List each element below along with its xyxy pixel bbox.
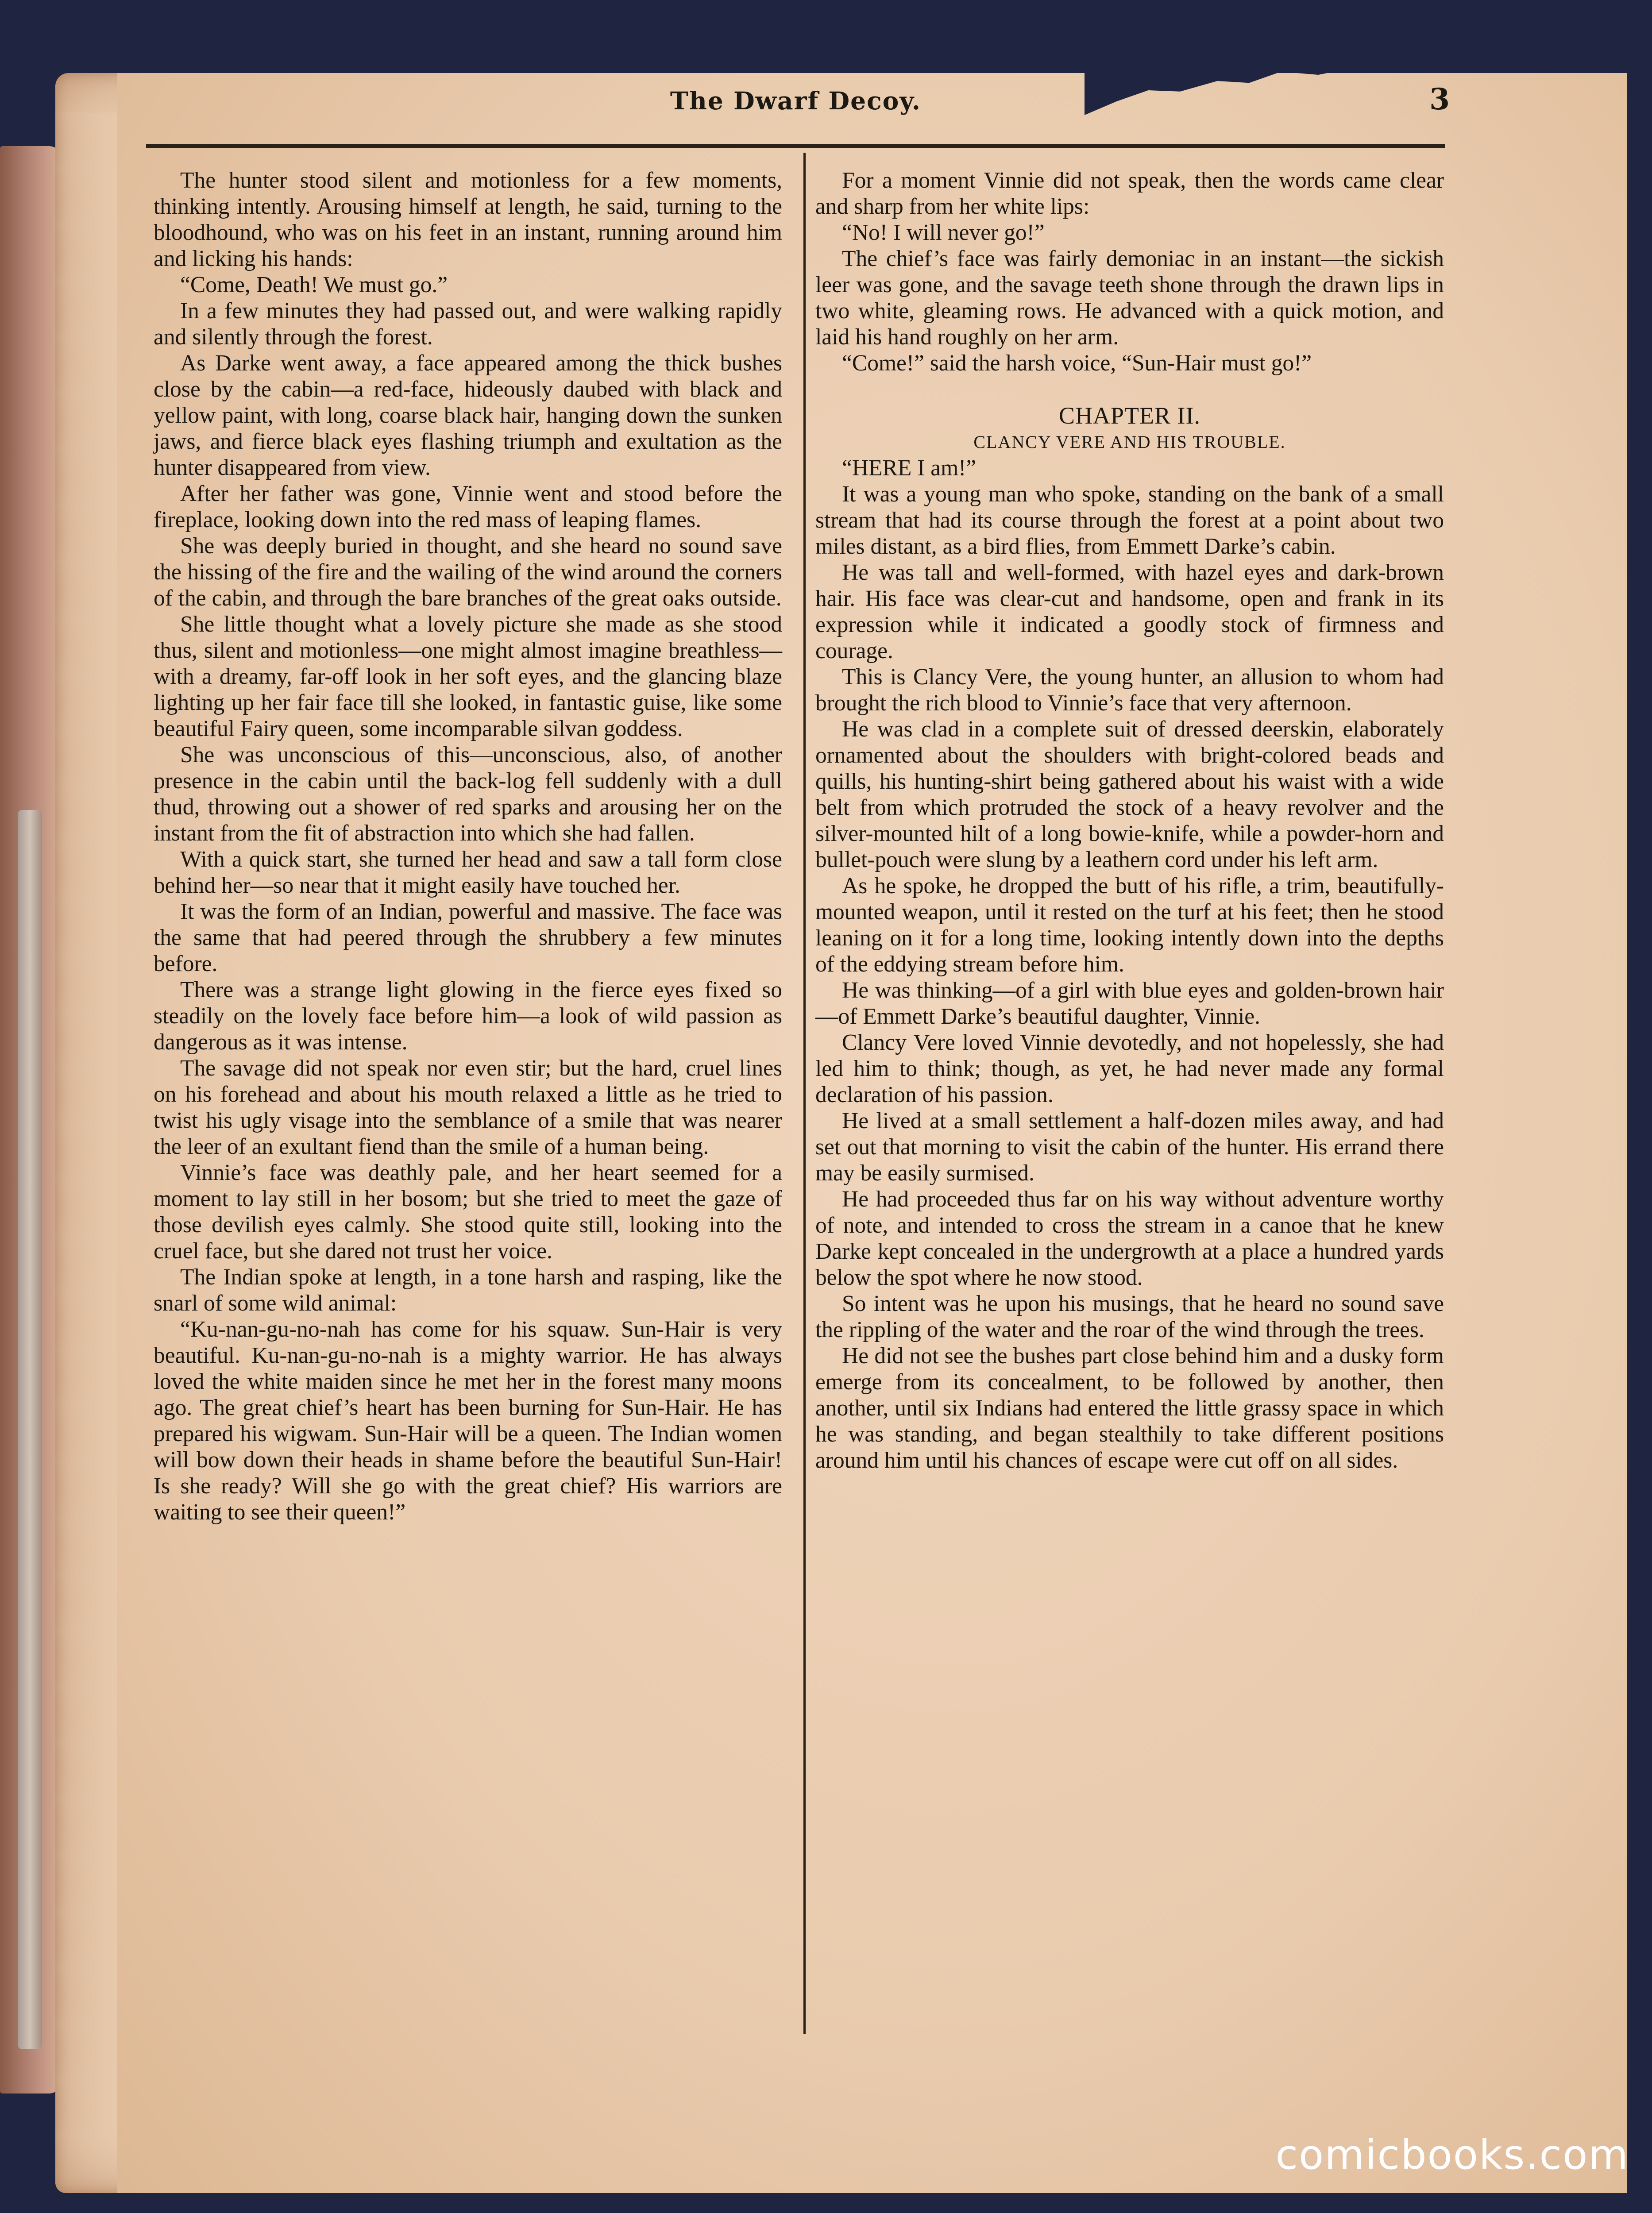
paragraph: The savage did not speak nor even stir; but the hard, cruel lines on his forehead and about his mouth relaxed a little as he tried to twist his ugly visage into the semblance of a smile that was nearer the leer of an exultant fiend than the smile of a human being. — [154, 1056, 782, 1159]
paragraph: As Darke went away, a face appeared among the thick bushes close by the cabin—a red-face, hideously daubed with black and yellow paint, with long, coarse black hair, hanging down the sunken jaws, and fierce black eyes flashing triumph and exultation as the hunter disappeared from view. — [154, 351, 782, 480]
left-page-spine-edge — [0, 146, 62, 2093]
paragraph: “HERE I am!” — [842, 455, 977, 481]
paragraph: She was deeply buried in thought, and she heard no sound save the hissing of the fire and the wailing of the wind around the corners of the cabin, and through the bare branches of the great oaks outside. — [154, 533, 782, 611]
paragraph: He was tall and well-formed, with hazel eyes and dark-brown hair. His face was clear-cut and handsome, open and frank in its expression while it indicated a goodly stock of firmness and courage. — [815, 560, 1444, 663]
paragraph: This is Clancy Vere, the young hunter, an allusion to whom had brought the rich blood to Vinnie’s face that very afternoon. — [815, 664, 1444, 716]
right-text-column — [815, 167, 1444, 1473]
paragraph: Clancy Vere loved Vinnie devotedly, and not hopelessly, she had led him to think; though, as yet, he had never made any formal declaration of his passion. — [815, 1030, 1444, 1107]
chapter-subtitle: CLANCY VERE AND HIS TROUBLE. — [973, 432, 1286, 452]
paragraph: Vinnie’s face was deathly pale, and her heart seemed for a moment to lay still in her bosom; but she tried to meet the gaze of those devilish eyes calmly. She stood quite still, looking into the cruel face, but she dared not trust her voice. — [154, 1160, 782, 1264]
paragraph: He had proceeded thus far on his way without adventure worthy of note, and intended to cross the stream in a canoe that he knew Darke kept concealed in the undergrowth at a place a hundred yards below the spot where he now stood. — [815, 1187, 1444, 1290]
paragraph: It was the form of an Indian, powerful and massive. The face was the same that had peered through the shrubbery a few minutes before. — [154, 899, 782, 976]
paragraph: He lived at a small settlement a half-dozen miles away, and had set out that morning to visit the cabin of the hunter. His errand there may be easily surmised. — [815, 1108, 1444, 1186]
paragraph: “No! I will never go!” — [842, 220, 1045, 245]
paragraph: He did not see the bushes part close behind him and a dusky form emerge from its concealment, to be followed by another, then another, until six Indians had entered the little grassy space in which he was standing, and began stealthily to take different positions around him until his chances of escape were cut off on all sides. — [815, 1343, 1444, 1473]
column-divider — [803, 153, 806, 2034]
header-rule — [146, 144, 1445, 148]
paragraph: The hunter stood silent and motionless for a few moments, thinking intently. Arousing himself at length, he said, turning to the bloodhound, who was on his feet in an instant, running around him and licking his hands: — [154, 168, 782, 271]
paragraph: As he spoke, he dropped the butt of his rifle, a trim, beautifully-mounted weapon, until it rested on the turf at his feet; then he stood leaning on it for a long time, looking intently down into the depths of the eddying stream before him. — [815, 873, 1444, 977]
paragraph: After her father was gone, Vinnie went and stood before the fireplace, looking down into the red mass of leaping flames. — [154, 481, 782, 532]
paragraph: He was clad in a complete suit of dressed deerskin, elaborately ornamented about the shoulders with bright-colored beads and quills, his hunting-shirt being gathered about his waist with a wide belt from which protruded the stock of a heavy revolver and the silver-mounted hilt of a long bowie-knife, while a powder-horn and bullet-pouch were slung by a leathern cord under his left arm. — [815, 717, 1444, 872]
running-header-title: The Dwarf Decoy. — [670, 86, 922, 115]
chapter-heading: CHAPTER II. — [1059, 402, 1200, 429]
paragraph: With a quick start, she turned her head and saw a tall form close behind her—so near that it might easily have touched her. — [154, 847, 782, 898]
paragraph: It was a young man who spoke, standing on the bank of a small stream that had its course through the forest at a point about two miles distant, as a bird flies, from Emmett Darke’s cabin. — [815, 482, 1444, 559]
paragraph: So intent was he upon his musings, that he heard no sound save the rippling of the water and the roar of the wind through the trees. — [815, 1291, 1444, 1342]
watermark-text: comicbooks.com — [1275, 2131, 1629, 2178]
paragraph: In a few minutes they had passed out, and were walking rapidly and silently through the forest. — [154, 298, 782, 350]
paragraph: He was thinking—of a girl with blue eyes and golden-brown hair—of Emmett Darke’s beautiful daughter, Vinnie. — [815, 978, 1444, 1029]
page-number: 3 — [1429, 82, 1450, 116]
left-text-column — [154, 167, 782, 1525]
paragraph: The Indian spoke at length, in a tone harsh and rasping, like the snarl of some wild animal: — [154, 1265, 782, 1316]
worn-binding-strip — [18, 810, 42, 2049]
paragraph: “Come, Death! We must go.” — [180, 272, 448, 297]
paragraph: For a moment Vinnie did not speak, then the words came clear and sharp from her white lips: — [815, 168, 1444, 219]
paragraph: The chief’s face was fairly demoniac in an instant—the sickish leer was gone, and the savage teeth shone through the drawn lips in two white, gleaming rows. He advanced with a quick motion, and laid his hand roughly on her arm. — [815, 246, 1444, 350]
paragraph: “Come!” said the harsh voice, “Sun-Hair must go!” — [842, 351, 1312, 376]
paragraph: She little thought what a lovely picture she made as she stood thus, silent and motionless—one might almost imagine breathless—with a dreamy, far-off look in her soft eyes, and the glancing blaze lighting up her fair face till she looked, in fantastic guise, like some beautiful Fairy queen, some incomparable silvan goddess. — [154, 612, 782, 741]
paragraph: “Ku-nan-gu-no-nah has come for his squaw. Sun-Hair is very beautiful. Ku-nan-gu-no-nah is a mighty warrior. He has always loved the white maiden since he met her in the forest many moons ago. The great chief’s heart has been burning for Sun-Hair. He has prepared his wigwam. Sun-Hair will be a queen. The Indian women will bow down their heads in shame before the beautiful Sun-Hair! Is she ready? Will she go with the great chief? His warriors are waiting to see their queen!” — [154, 1317, 782, 1525]
paragraph: She was unconscious of this—unconscious, also, of another presence in the cabin until the back-log fell suddenly with a dull thud, throwing out a shower of red sparks and arousing her on the instant from the fit of abstraction into which she had fallen. — [154, 742, 782, 846]
paragraph: There was a strange light glowing in the fierce eyes fixed so steadily on the lovely face before him—a look of wild passion as dangerous as it was intense. — [154, 977, 782, 1055]
